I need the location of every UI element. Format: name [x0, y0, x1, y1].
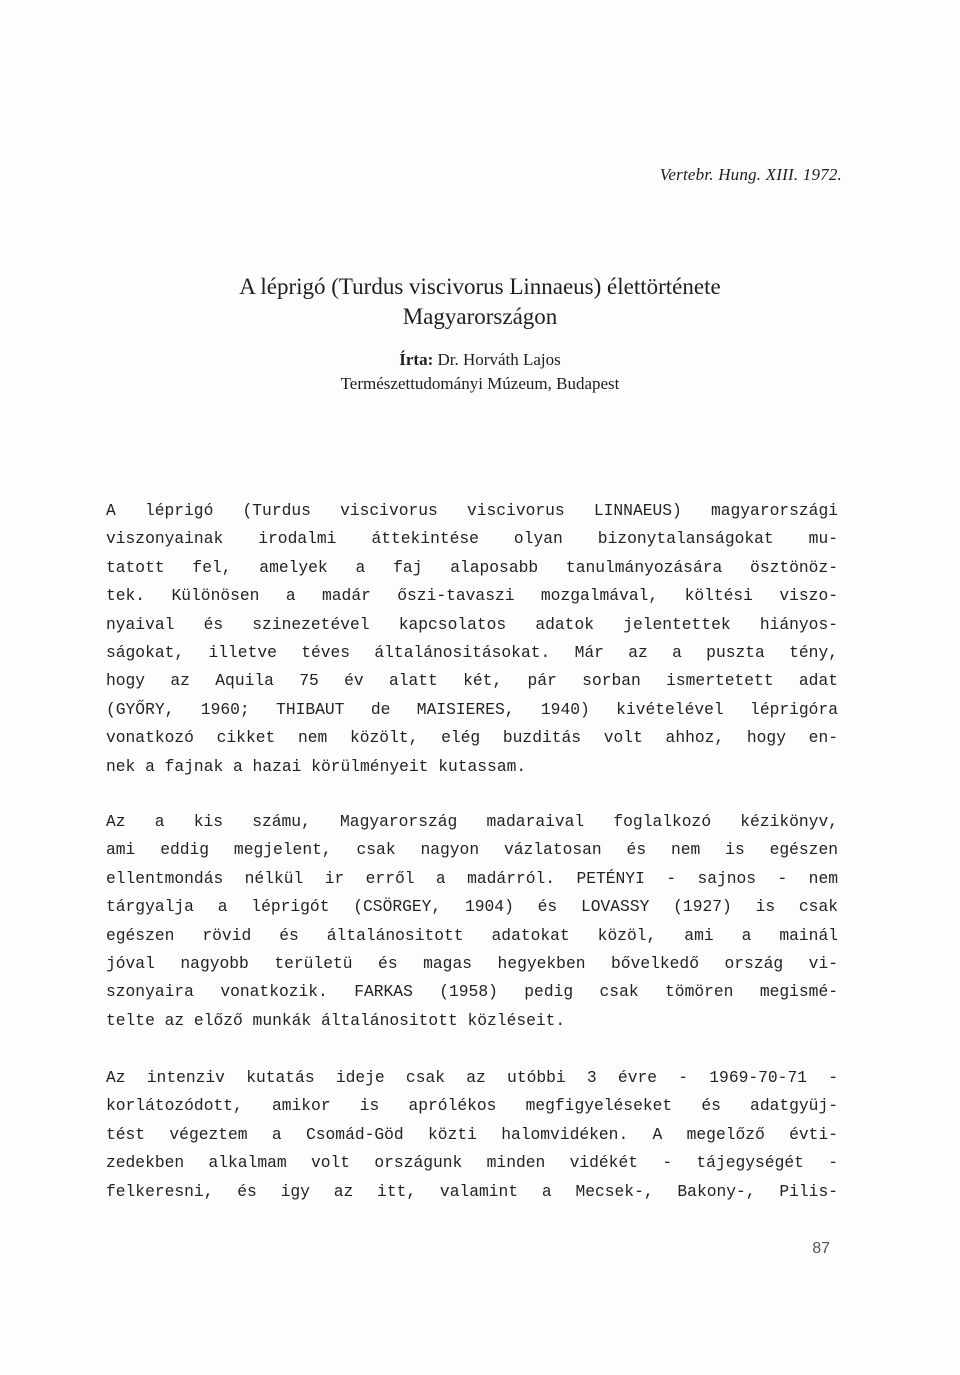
- text-line: ami eddig megjelent, csak nagyon vázlatosan és nem is egészen: [106, 840, 838, 860]
- text-line: zedekben alkalmam volt országunk minden vidékét - tájegységét -: [106, 1153, 838, 1173]
- text-line: jóval nagyobb területü és magas hegyekben bővelkedő ország vi-: [106, 954, 838, 974]
- title-line-2: Magyarországon: [402, 304, 558, 329]
- text-line: korlátozódott, amikor is aprólékos megfigyeléseket és adatgyüj-: [106, 1096, 838, 1116]
- text-line: (GYŐRY, 1960; THIBAUT de MAISIERES, 1940) kivételével léprigóra: [106, 699, 838, 719]
- paragraph-3: [106, 1064, 838, 1206]
- text-line: Az intenziv kutatás ideje csak az utóbbi 3 évre - 1969-70-71 -: [106, 1068, 838, 1087]
- author-prefix: Írta:: [399, 350, 434, 369]
- text-line: felkeresni, és igy az itt, valamint a Mecsek-, Bakony-, Pilis-: [106, 1181, 838, 1201]
- author-institution: Természettudományi Múzeum, Budapest: [340, 374, 620, 393]
- text-line: viszonyainak irodalmi áttekintése olyan bizonytalanságokat mu-: [106, 529, 838, 549]
- text-line: hogy az Aquila 75 év alatt két, pár sorban ismertetett adat: [106, 671, 838, 691]
- journal-reference: Vertebr. Hung. XIII. 1972.: [659, 165, 842, 184]
- text-line: Az a kis számu, Magyarország madaraival foglalkozó kézikönyv,: [106, 812, 838, 831]
- title-line-1: A léprigó (Turdus viscivorus Linnaeus) élettörténete: [239, 274, 721, 299]
- page-number: 87: [812, 1240, 830, 1257]
- article-title: [0, 272, 960, 332]
- text-line: tatott fel, amelyek a faj alaposabb tanulmányozására ösztönöz-: [106, 557, 838, 577]
- paragraph-1: [106, 497, 838, 781]
- text-line: nek a fajnak a hazai körülményeit kutassam.: [106, 756, 527, 776]
- paragraph-2: [106, 808, 838, 1035]
- text-line: ságokat, illetve téves általánositásokat. Már az a puszta tény,: [106, 643, 838, 663]
- text-line: egészen rövid és általánositott adatokat közöl, ami a mainál: [106, 925, 838, 945]
- text-line: nyaival és szinezetével kapcsolatos adatok jelentettek hiányos-: [106, 614, 838, 634]
- text-line: tést végeztem a Csomád-Göd közti halomvidéken. A megelőző évti-: [106, 1124, 838, 1144]
- author-name: Dr. Horváth Lajos: [437, 350, 561, 369]
- author-line: [0, 348, 960, 372]
- author-info: [0, 348, 960, 396]
- text-line: A léprigó (Turdus viscivorus viscivorus LINNAEUS) magyarországi: [106, 501, 838, 520]
- text-line: telte az előző munkák általánositott közléseit.: [106, 1010, 566, 1030]
- text-line: szonyaira vonatkozik. FARKAS (1958) pedig csak tömören megismé-: [106, 982, 838, 1002]
- text-line: vonatkozó cikket nem közölt, elég buzditás volt ahhoz, hogy en-: [106, 728, 838, 748]
- text-line: tek. Különösen a madár őszi-tavaszi mozgalmával, költési viszo-: [106, 586, 838, 606]
- text-line: tárgyalja a léprigót (CSÖRGEY, 1904) és LOVASSY (1927) is csak: [106, 897, 838, 917]
- text-line: ellentmondás nélkül ir erről a madárról. PETÉNYI - sajnos - nem: [106, 868, 838, 888]
